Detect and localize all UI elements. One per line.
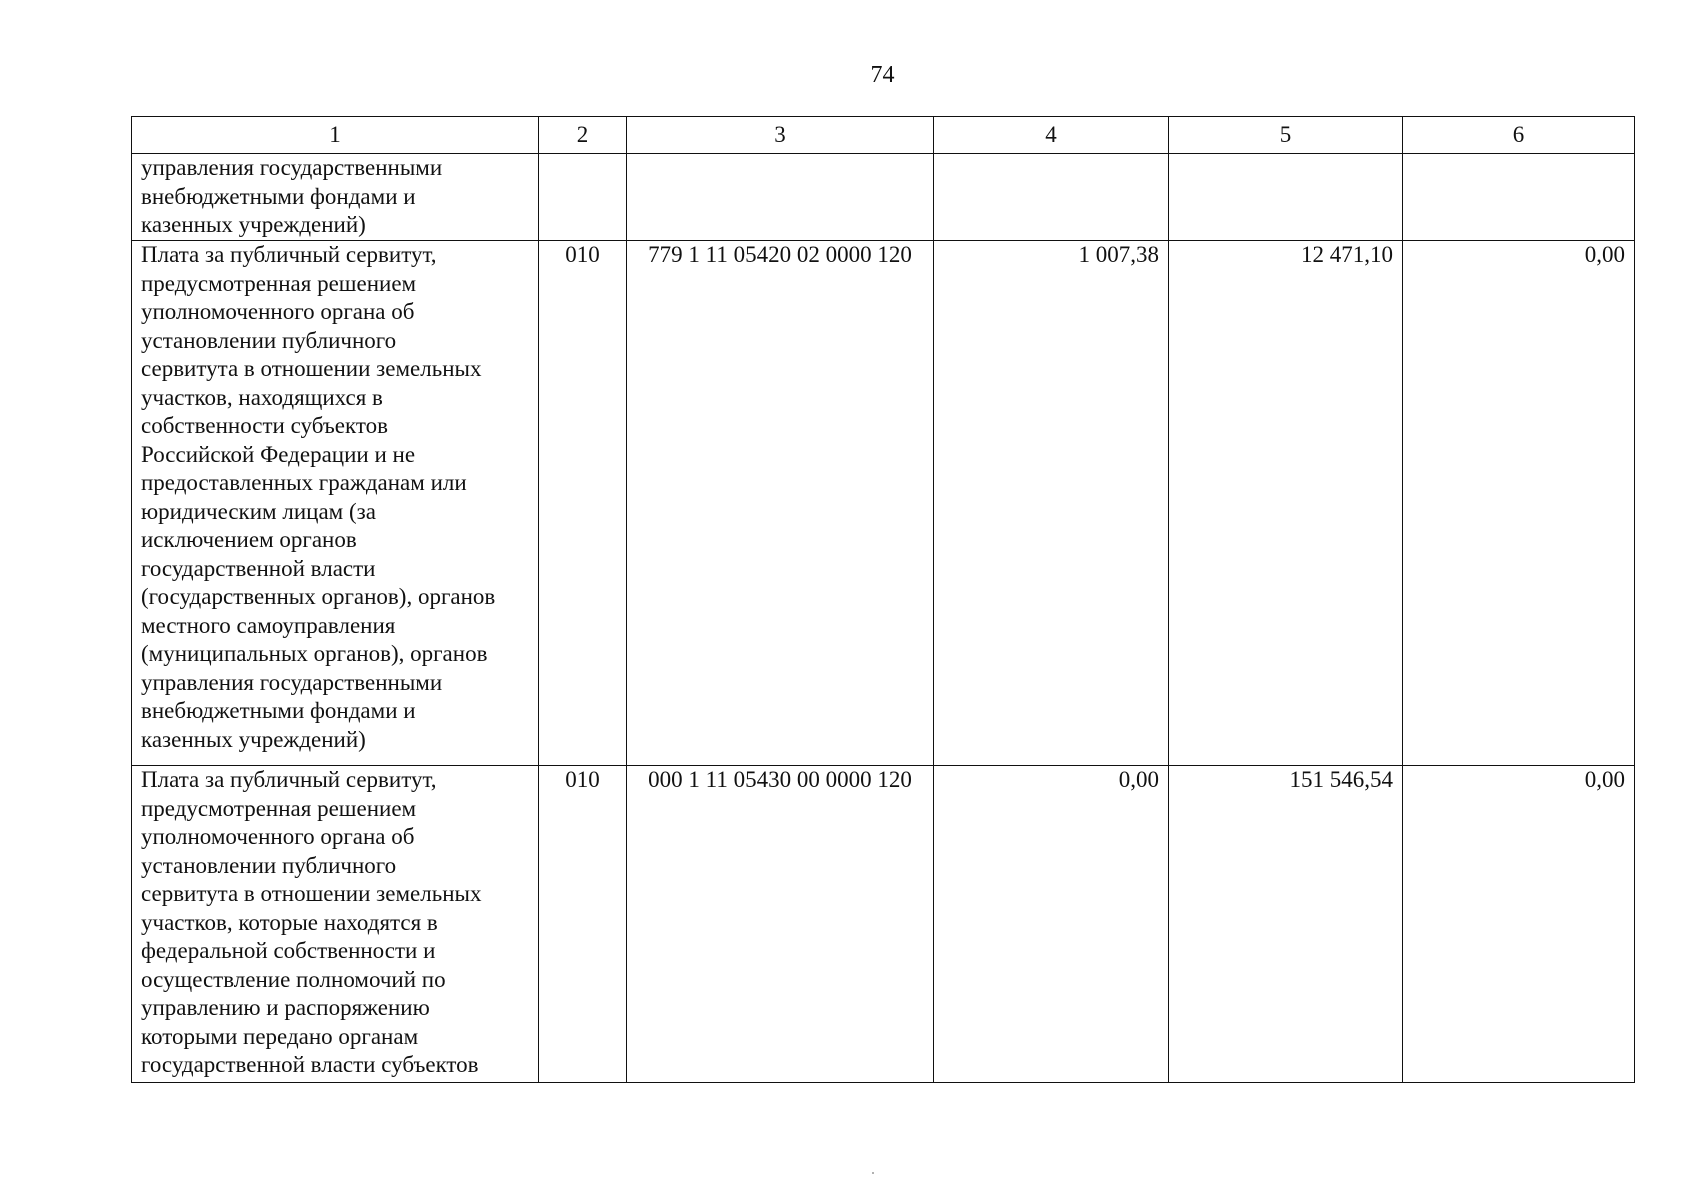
row-budget-code: 000 1 11 05430 00 0000 120 <box>627 766 934 1083</box>
table-row <box>132 154 1635 241</box>
row-description <box>132 154 539 241</box>
row-value-col5: 12 471,10 <box>1169 241 1403 766</box>
table-header-row <box>132 117 1635 154</box>
page-number: 74 <box>870 62 895 88</box>
row-description-text: Плата за публичный сервитут, предусмотренная решением уполномоченного органа об установлении публичного сервитута в отношении земельных участков, находящихся в собственности субъектов Российской Федерации и не предоставленных гражданам или юридическим лицам (за исключением органов государственной власти (государственных органов), органов местного самоуправления (муниципальных органов), органов управления государственными внебюджетными фондами и казенных учреждений) <box>141 242 496 752</box>
budget-revenue-table <box>131 116 1635 1083</box>
row-value-col5: 151 546,54 <box>1169 766 1403 1083</box>
table-row <box>132 766 1635 1083</box>
column-header-5: 5 <box>1169 117 1403 154</box>
row-budget-code <box>627 154 934 241</box>
row-value-col4: 1 007,38 <box>934 241 1169 766</box>
row-value-col6: 0,00 <box>1403 241 1635 766</box>
row-value-col4: 0,00 <box>934 766 1169 1083</box>
row-description <box>132 241 539 766</box>
row-value-col5 <box>1169 154 1403 241</box>
row-value-col6: 0,00 <box>1403 766 1635 1083</box>
row-line-code: 010 <box>539 766 627 1083</box>
row-value-col4 <box>934 154 1169 241</box>
row-description <box>132 766 539 1083</box>
row-description-text: управления государственными внебюджетными фондами и казенных учреждений) <box>141 155 443 237</box>
column-header-6: 6 <box>1403 117 1635 154</box>
column-header-1: 1 <box>132 117 539 154</box>
column-header-2: 2 <box>539 117 627 154</box>
scan-speck <box>872 1172 874 1174</box>
row-line-code <box>539 154 627 241</box>
row-budget-code: 779 1 11 05420 02 0000 120 <box>627 241 934 766</box>
row-line-code: 010 <box>539 241 627 766</box>
row-description-text: Плата за публичный сервитут, предусмотренная решением уполномоченного органа об установлении публичного сервитута в отношении земельных участков, которые находятся в федеральной собственности и осуществление полномочий по управлению и распоряжению которыми передано органам государственной власти субъектов <box>141 767 482 1077</box>
table-row <box>132 241 1635 766</box>
column-header-3: 3 <box>627 117 934 154</box>
column-header-4: 4 <box>934 117 1169 154</box>
row-value-col6 <box>1403 154 1635 241</box>
